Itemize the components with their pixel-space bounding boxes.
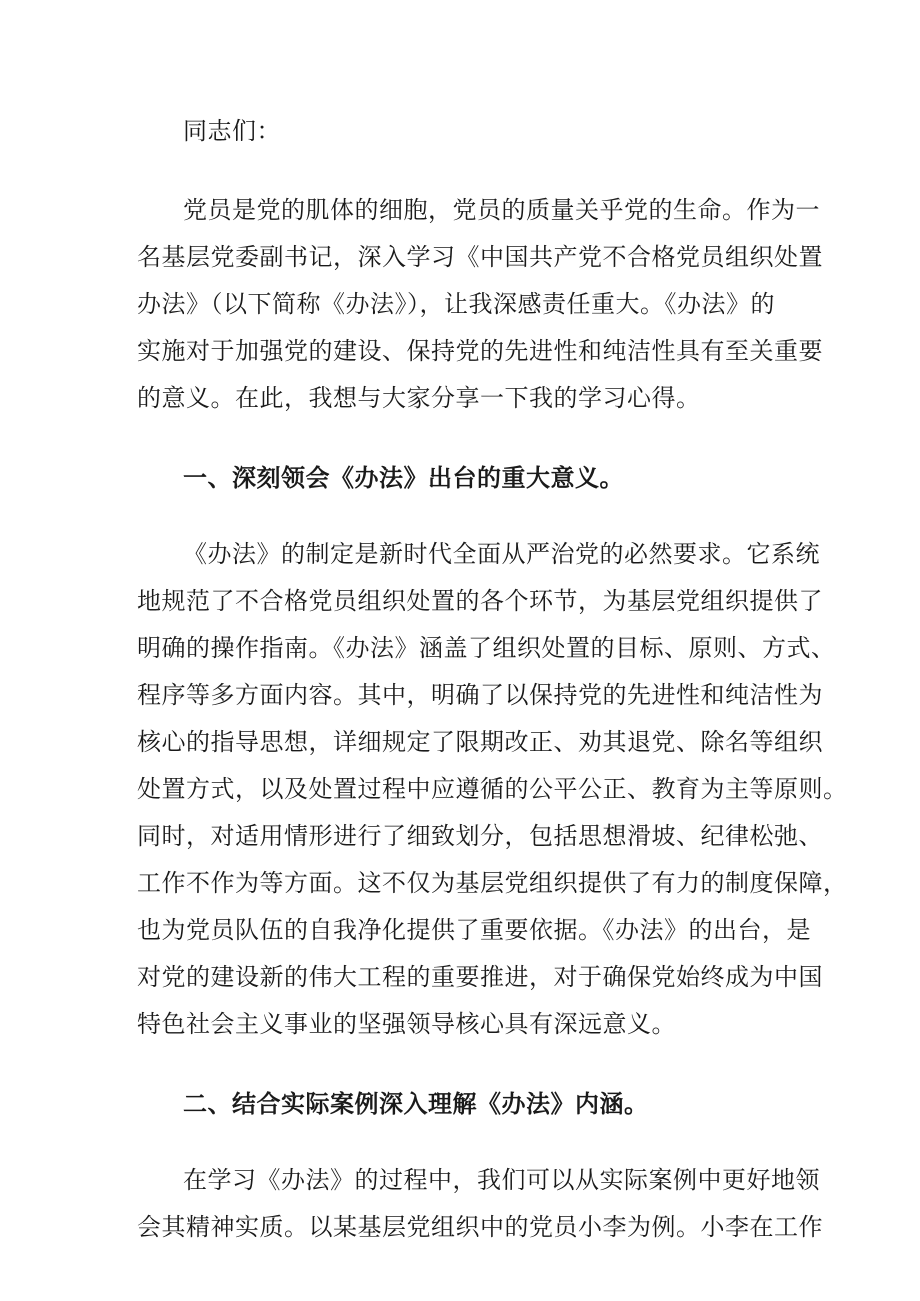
intro-paragraph — [137, 187, 823, 422]
spacer — [137, 1127, 795, 1157]
paragraph-line: 对党的建设新的伟大工程的重要推进，对于确保党始终成为中国 — [137, 963, 823, 991]
paragraph-line: 也为党员队伍的自我净化提供了重要依据。《办法》的出台，是 — [137, 916, 811, 944]
section-1-paragraph — [137, 531, 848, 1048]
paragraph-line: 实施对于加强党的建设、保持党的先进性和纯洁性具有至关重要 — [137, 337, 823, 365]
paragraph-line: 工作不作为等方面。这不仅为基层党组织提供了有力的制度保障， — [137, 869, 848, 897]
spacer — [137, 422, 795, 454]
paragraph-line: 核心的指导思想，详细规定了限期改正、劝其退党、除名等组织 — [137, 728, 823, 756]
salutation: 同志们： — [183, 117, 281, 145]
paragraph-line: 办法》（以下简称《办法》），让我深感责任重大。《办法》的 — [137, 290, 775, 318]
paragraph-line: 特色社会主义事业的坚强领导核心具有深远意义。 — [137, 1010, 676, 1038]
paragraph-line: 同时，对适用情形进行了细致划分，包括思想滑坡、纪律松弛、 — [137, 822, 823, 850]
document-page — [137, 108, 848, 1251]
paragraph-line: 的意义。在此，我想与大家分享一下我的学习心得。 — [137, 384, 701, 412]
spacer — [137, 501, 795, 531]
paragraph-line: 处置方式，以及处置过程中应遵循的公平公正、教育为主等原则。 — [137, 775, 848, 803]
section-2-heading: 二、结合实际案例深入理解《办法》内涵。 — [183, 1089, 649, 1118]
section-2-paragraph — [137, 1157, 823, 1251]
paragraph-line: 名基层党委副书记，深入学习《中国共产党不合格党员组织处置 — [137, 243, 823, 271]
paragraph-line: 明确的操作指南。《办法》涵盖了组织处置的目标、原则、方式、 — [137, 634, 836, 662]
paragraph-line: 地规范了不合格党员组织处置的各个环节，为基层党组织提供了 — [137, 587, 823, 615]
paragraph-line: 在学习《办法》的过程中，我们可以从实际案例中更好地领 — [183, 1166, 820, 1194]
paragraph-line: 程序等多方面内容。其中，明确了以保持党的先进性和纯洁性为 — [137, 681, 823, 709]
paragraph-line: 党员是党的肌体的细胞，党员的质量关乎党的生命。作为一 — [183, 196, 820, 224]
paragraph-line: 会其精神实质。以某基层党组织中的党员小李为例。小李在工作 — [137, 1213, 823, 1241]
spacer — [137, 155, 795, 187]
spacer — [137, 1048, 795, 1080]
section-1-heading: 一、深刻领会《办法》出台的重大意义。 — [183, 463, 624, 492]
paragraph-line: 《办法》的制定是新时代全面从严治党的必然要求。它系统 — [183, 540, 820, 568]
